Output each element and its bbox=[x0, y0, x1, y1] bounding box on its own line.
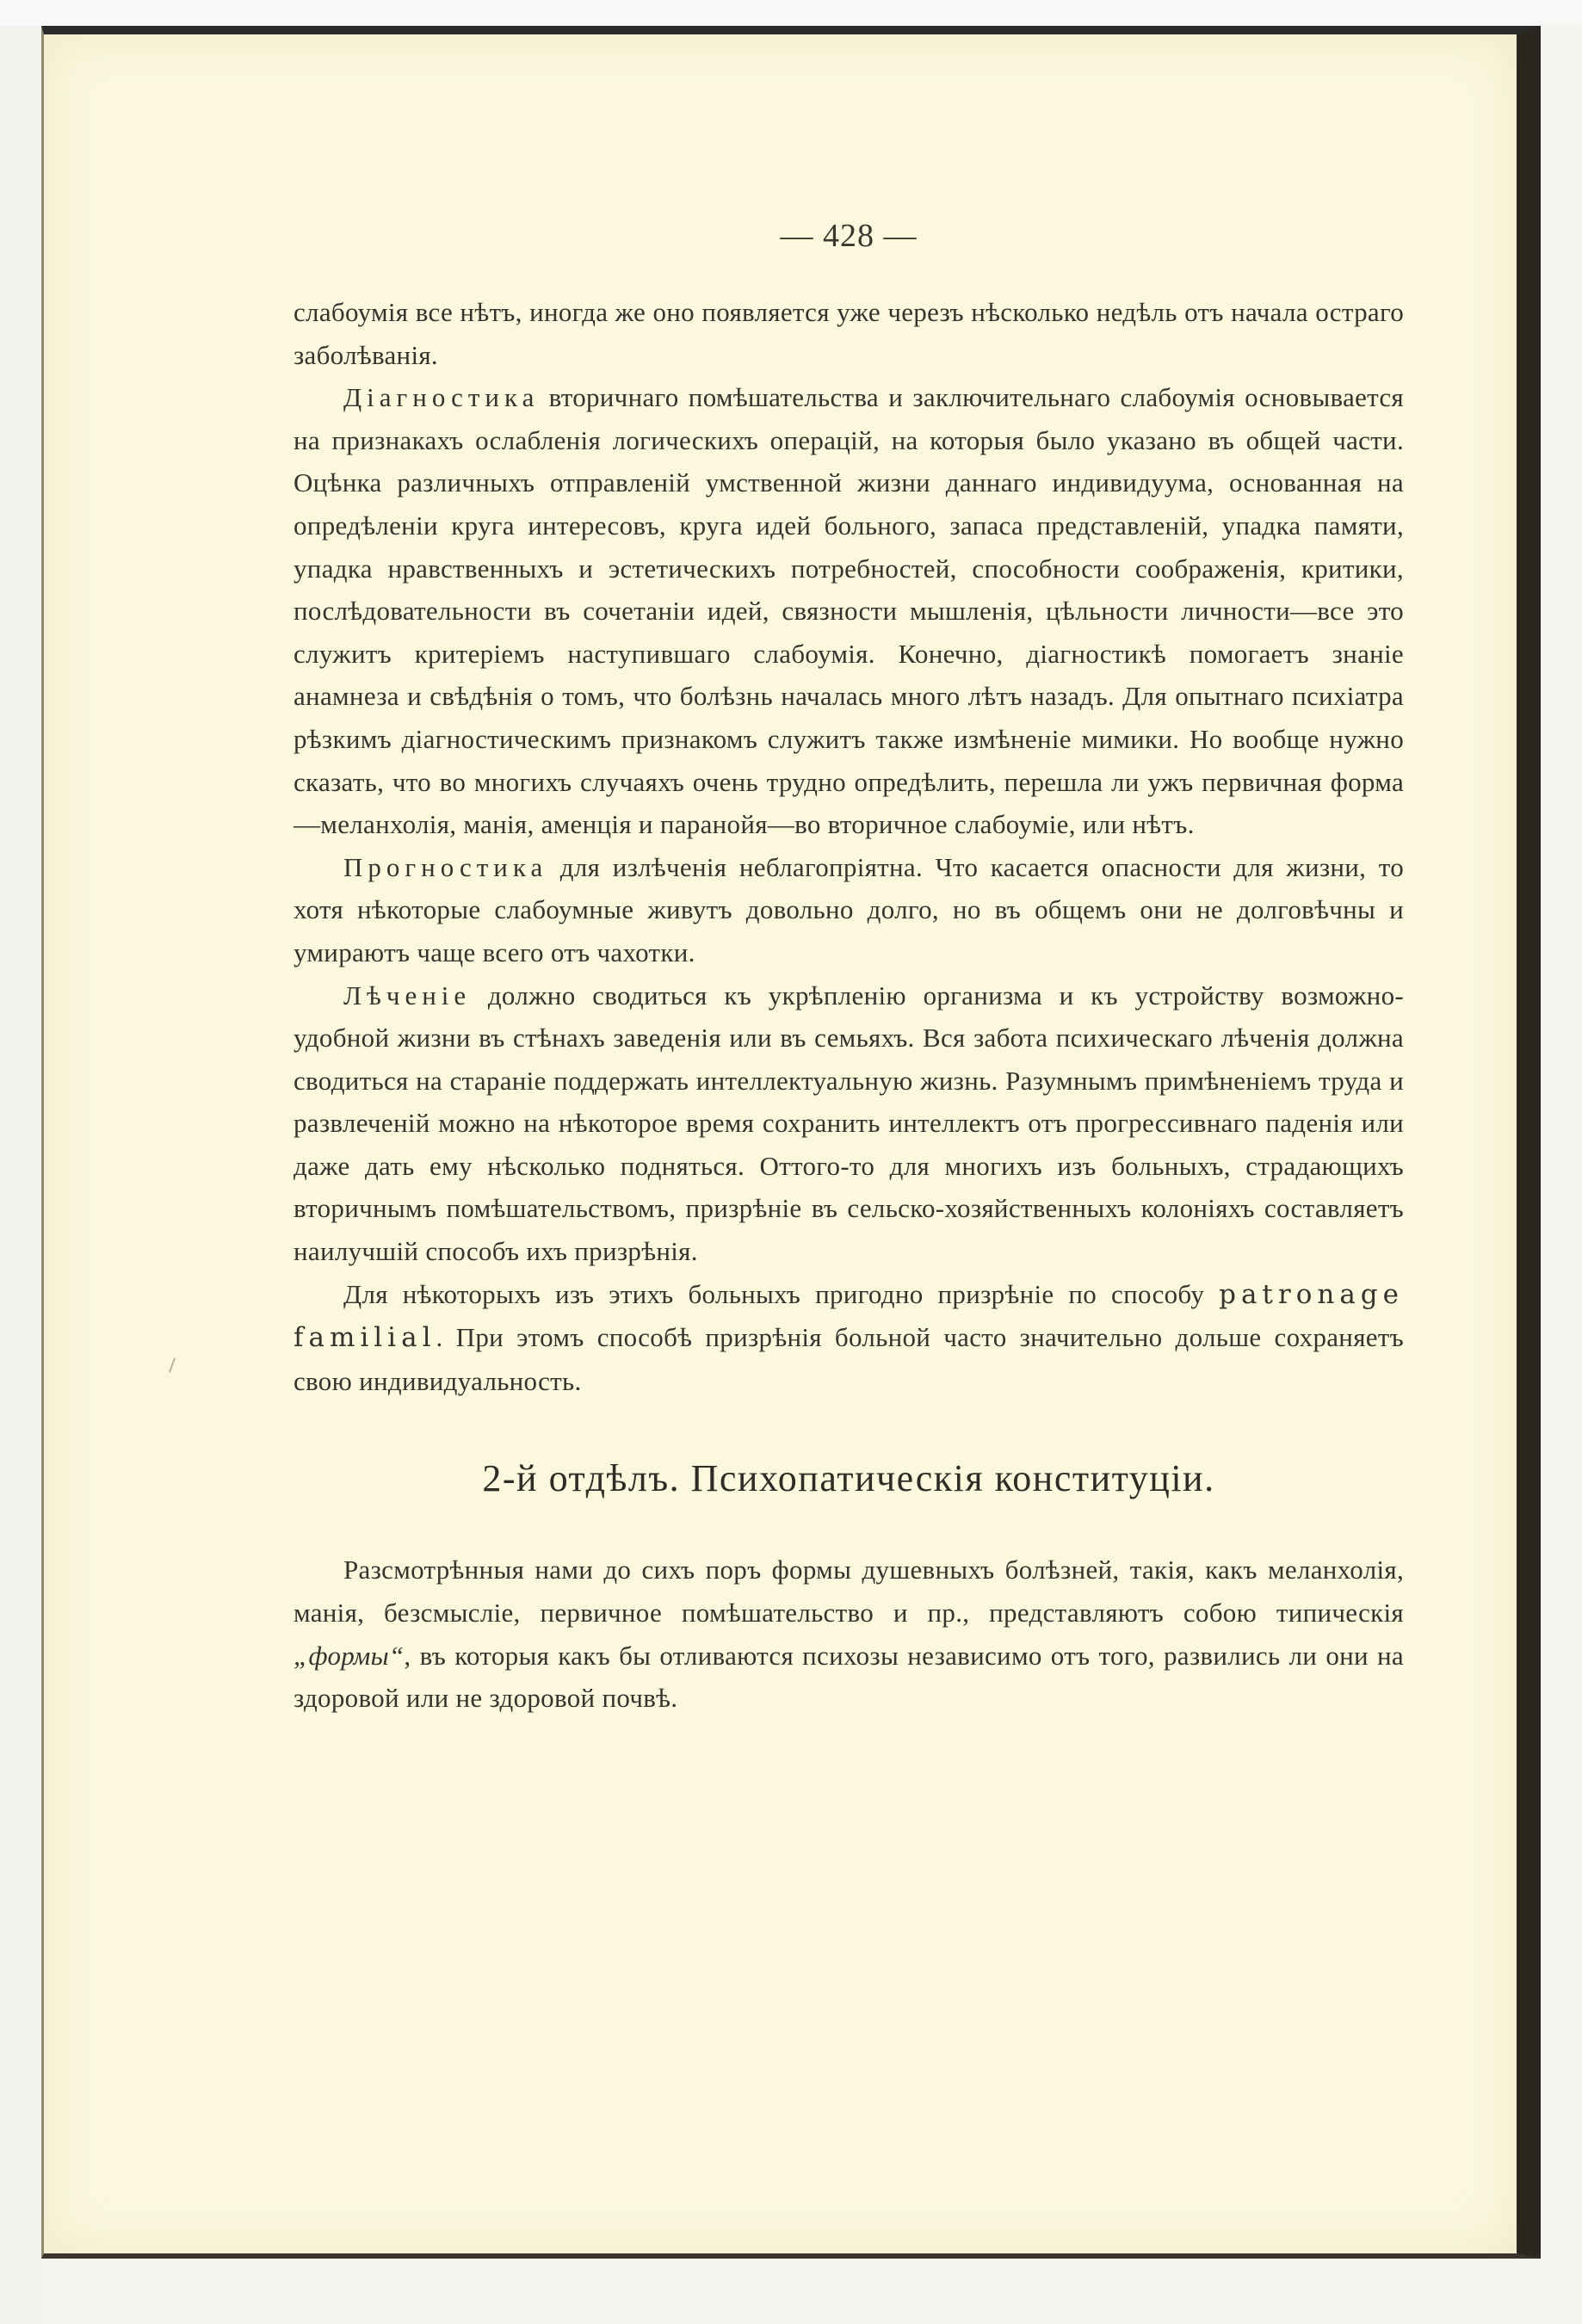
paragraph-text: Разсмотрѣнныя нами до сихъ поръ формы душевныхъ болѣзней, такія, какъ меланхолія, манія, безсмысліе, первичное помѣшательство и пр., представляютъ собою типическія bbox=[294, 1554, 1404, 1629]
section-heading: 2-й отдѣлъ. Психопатическія конституціи. bbox=[482, 1457, 1215, 1500]
body-text-before-heading bbox=[294, 291, 1404, 1402]
page-number: — 428 — bbox=[780, 218, 918, 254]
body-text-after-heading bbox=[294, 1548, 1404, 1719]
paragraph-text: , въ которыя какъ бы отливаются психозы независимо отъ того, развились ли они на здоровой или не здоровой почвѣ. bbox=[294, 1640, 1404, 1714]
paragraph bbox=[294, 1548, 1404, 1719]
paragraph-text: Для нѣкоторыхъ изъ этихъ больныхъ пригодно призрѣніе по способу bbox=[343, 1278, 1220, 1309]
scan-margin-left bbox=[0, 0, 41, 2324]
paragraph bbox=[294, 291, 1404, 376]
paragraph-text: для излѣченія неблагопріятна. Что касается опасности для жизни, то хотя нѣкоторые слабоумные живутъ довольно долго, но въ общемъ они не долговѣчны и умираютъ чаще всего отъ чахотки. bbox=[294, 851, 1404, 967]
paragraph bbox=[294, 1273, 1404, 1403]
paragraph-text: слабоумія все нѣтъ, иногда же оно появляется уже черезъ нѣсколько недѣль отъ начала остраго заболѣванія. bbox=[294, 297, 1404, 370]
paragraph bbox=[294, 974, 1404, 1273]
spaced-term: Прогностика bbox=[343, 851, 548, 882]
paragraph-text: должно сводиться къ укрѣпленію организма и къ устройству возможно-удобной жизни въ стѣнахъ заведенія или въ семьяхъ. Вся забота психическаго лѣченія должна сводиться на стараніе поддержать интеллектуальную жизнь. Разумнымъ примѣненіемъ труда и развлеченій можно на нѣкоторое время сохранить интеллектъ отъ прогрессивнаго паденія или даже дать ему нѣсколько подняться. Оттого-то для многихъ изъ больныхъ, страдающихъ вторичнымъ помѣшательствомъ, призрѣніе въ сельско-хозяйственныхъ колоніяхъ составляетъ наилучшій способъ ихъ призрѣнія. bbox=[294, 980, 1404, 1267]
paragraph-text: вторичнаго помѣшательства и заключительнаго слабоумія основывается на признакахъ ослабленія логическихъ операцій, на которыя было указано въ общей части. Оцѣнка различныхъ отправленій умственной жизни даннаго индивидуума, основанная на опредѣленіи круга интересовъ, круга идей больного, запаса представленій, упадка памяти, упадка нравственныхъ и эстетическихъ потребностей, способности соображенія, критики, послѣдовательности въ сочетаніи идей, связности мышленія, цѣльности личности—все это служитъ критеріемъ наступившаго слабоумія. Конечно, діагностикѣ помогаетъ знаніе анамнеза и свѣдѣнія о томъ, что болѣзнь началась много лѣтъ назадъ. Для опытнаго психіатра рѣзкимъ діагностическимъ признакомъ служитъ также измѣненіе мимики. Но вообще нужно сказать, что во многихъ случаяхъ очень трудно опредѣлить, перешла ли ужъ первичная форма—меланхолія, манія, аменція и паранойя—во вторичное слабоуміе, или нѣтъ. bbox=[294, 382, 1404, 840]
paragraph bbox=[294, 846, 1404, 974]
book-page bbox=[41, 26, 1541, 2259]
spaced-term: Лѣченіе bbox=[343, 980, 472, 1011]
stray-ink-mark bbox=[169, 1357, 176, 1373]
scan-margin-top bbox=[0, 0, 1582, 26]
paragraph bbox=[294, 376, 1404, 846]
spaced-term: Діагностика bbox=[343, 382, 540, 413]
latin-term: patronage familial bbox=[294, 1278, 1404, 1354]
paragraph-text: . При этомъ способѣ призрѣнія больной часто значительно дольше сохраняетъ свою индивидуальность. bbox=[294, 1322, 1404, 1396]
page-text-block bbox=[294, 219, 1404, 1720]
italic-term: „формы“ bbox=[294, 1640, 405, 1671]
